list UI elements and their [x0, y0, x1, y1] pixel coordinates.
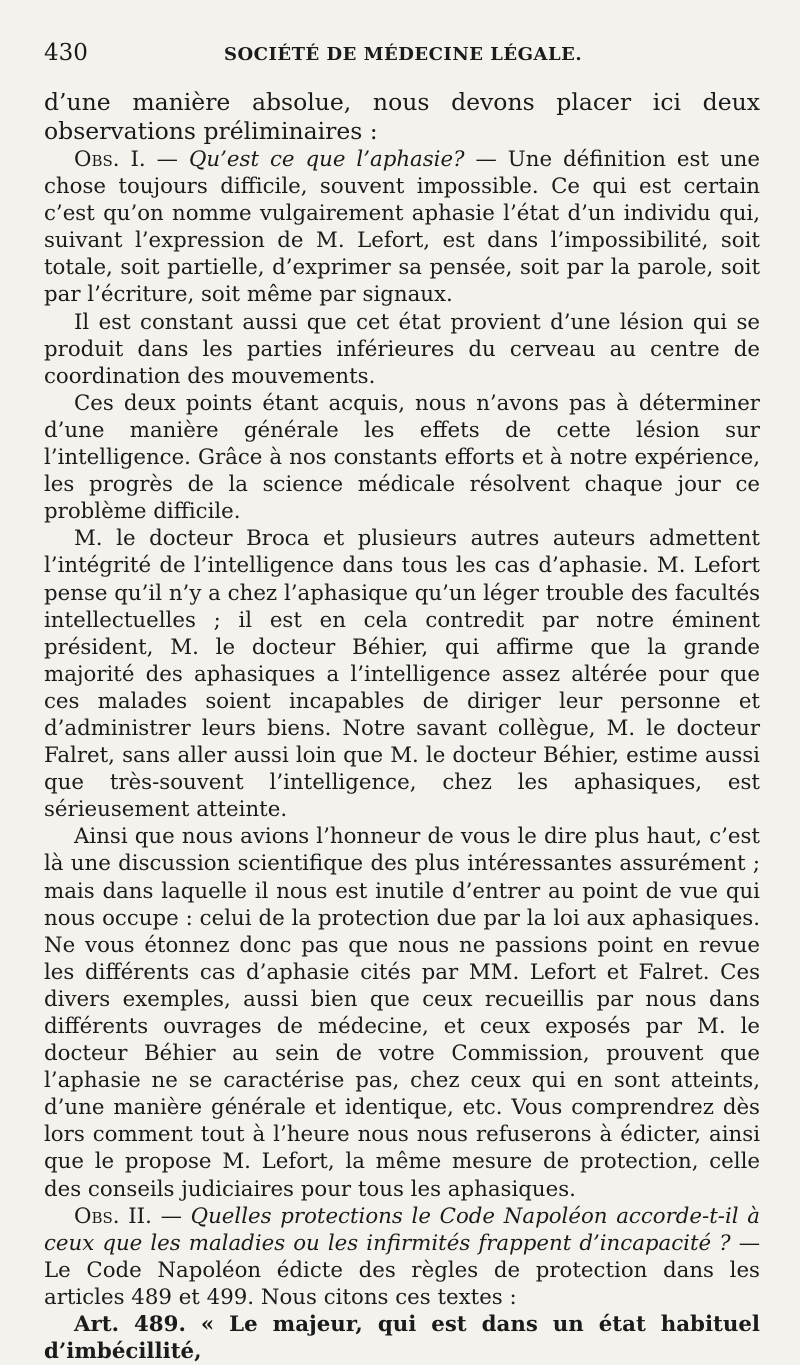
article-text: « Le majeur, qui est dans un état habituel d’imbécillité, — [44, 1312, 760, 1365]
running-head: SOCIÉTÉ DE MÉDECINE LÉGALE. — [224, 44, 583, 65]
obs-dash: — — [145, 147, 189, 172]
paragraph-discussion: Ainsi que nous avions l’honneur de vous le dire plus haut, c’est là une discussion scientifique des plus intéressantes assurément ; mais dans laquelle il nous est inutile d’entrer au point de vue qui nous occupe : celui de la protection due par la loi aux aphasiques. Ne vous étonnez donc pas que nous ne passions point en revue les différents cas d’aphasie cités par MM. Lefort et Falret. Ces divers exemples, aussi bien que ceux recueillis par nous dans différents ouvrages de médecine, et ceux exposés par M. le docteur Béhier au sein de votre Commission, prouvent que l’aphasie ne se caractérise pas, chez ceux qui en sont atteints, d’une manière générale et identique, etc. Vous comprendrez dès lors comment tout à l’heure nous nous refuserons à édicter, ainsi que le propose M. Lefort, la même mesure de protection, celle des conseils judiciaires pour tous les aphasiques. — [44, 824, 760, 1202]
obs-text: — Une définition est une chose toujours difficile, souvent impossible. Ce qui est certain c’est qu’on nomme vulgairement aphasie l’état d’un individu qui, suivant l’expression de M. Lefort, est dans l’impossibilité, soit totale, soit partielle, d’exprimer sa pensée, soit par la parole, soit par l’écriture, soit même par signaux. — [44, 147, 761, 308]
obs-question: Quelles protections le Code Napoléon accorde-t-il à ceux que les maladies ou les infirmités frappent d’incapacité ? — [44, 1203, 760, 1256]
paragraph-lead: d’une manière absolue, nous devons placer ici deux observations préliminaires : — [44, 88, 760, 145]
paragraph-broca: M. le docteur Broca et plusieurs autres auteurs admettent l’intégrité de l’intelligence dans tous les cas d’aphasie. M. Lefort pense qu’il n’y a chez l’aphasique qu’un léger trouble des facultés intellectuelles ; il est en cela contredit par notre éminent président, M. le docteur Béhier, qui affirme que la grande majorité des aphasiques a l’intelligence assez altérée pour que ces malades soient incapables de diriger leur personne et d’administrer leurs biens. Notre savant collègue, M. le docteur Falret, sans aller aussi loin que M. le docteur Béhier, estime aussi que très-souvent l’intelligence, chez les aphasiques, est sérieusement atteinte. — [44, 526, 760, 823]
paragraph-article — [44, 1311, 760, 1365]
obs-label: Obs. II. — [74, 1203, 152, 1229]
paragraph-obs-1 — [44, 146, 760, 309]
page-number: 430 — [44, 40, 88, 66]
page-header — [44, 40, 760, 76]
obs-text: — Le Code Napoléon édicte des règles de protection dans les articles 489 et 499. Nous citons ces textes : — [44, 1230, 760, 1310]
paragraph-lesion: Il est constant aussi que cet état provient d’une lésion qui se produit dans les parties inférieures du cerveau au centre de coordination des mouvements. — [44, 309, 760, 389]
obs-dash: — — [151, 1203, 191, 1229]
obs-label: Obs. I. — [74, 147, 146, 172]
body-text — [44, 88, 760, 1365]
paragraph-two-points: Ces deux points étant acquis, nous n’avons pas à déterminer d’une manière générale les effets de cette lésion sur l’intelligence. Grâce à nos constants efforts et à notre expérience, les progrès de la science médicale résolvent chaque jour ce problème difficile. — [44, 390, 760, 525]
article-label: Art. 489. — [74, 1312, 186, 1338]
paragraph-obs-2 — [44, 1203, 760, 1311]
obs-question: Qu’est ce que l’aphasie? — [188, 147, 465, 172]
